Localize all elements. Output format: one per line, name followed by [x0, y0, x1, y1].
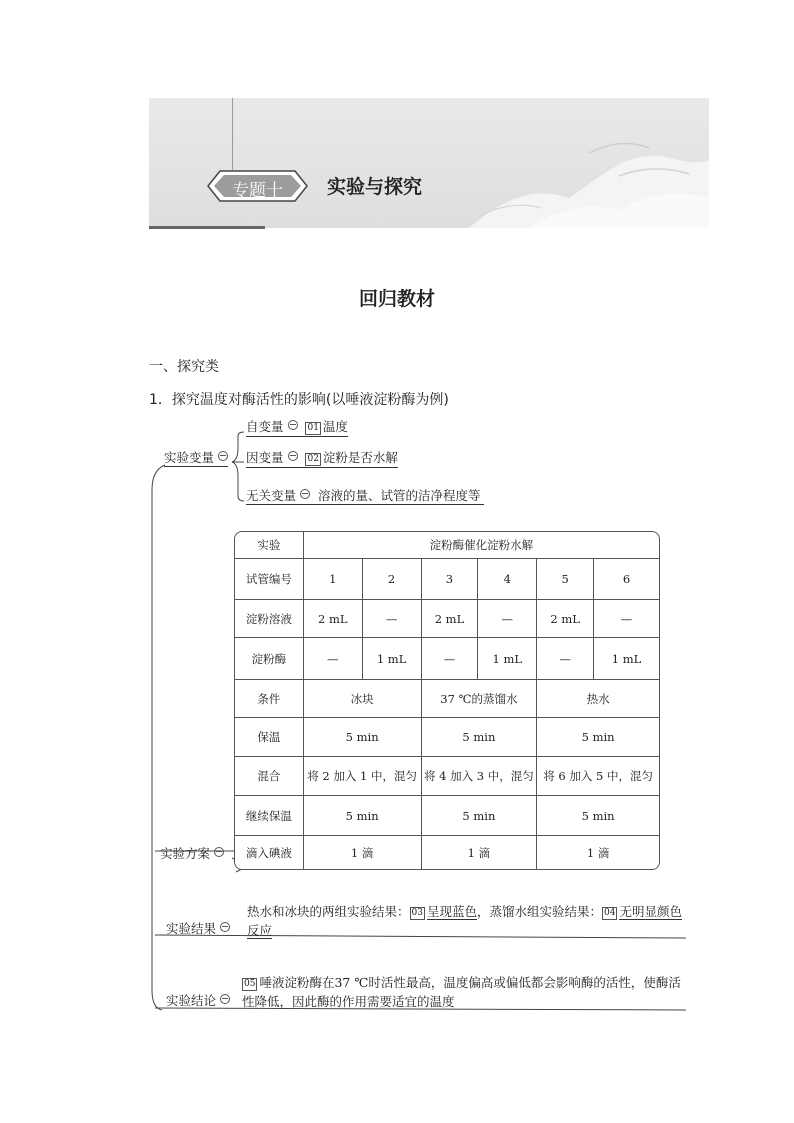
subsection-title: 1．探究温度对酶活性的影响(以唾液淀粉酶为例)	[149, 392, 449, 408]
node-experiment-result	[166, 919, 230, 937]
value: 溶液的量、试管的洁净程度等	[317, 488, 481, 503]
table-cell: 混合	[235, 757, 304, 796]
page-heading: 回归教材	[358, 288, 435, 310]
table-row	[235, 680, 660, 718]
table-cell: —	[303, 638, 362, 680]
result-answer-2-cont: 反应	[247, 923, 273, 938]
table-cell: —	[362, 600, 421, 638]
table-cell: 1 滴	[303, 836, 421, 871]
table-cell: 37 ℃的蒸馏水	[421, 680, 537, 718]
table-cell: 1 mL	[362, 638, 421, 680]
table-cell: 继续保温	[235, 796, 304, 836]
table-cell: 淀粉酶催化淀粉水解	[303, 532, 659, 559]
table-cell: 5 min	[421, 718, 537, 757]
node-label: 实验结果	[166, 921, 217, 936]
result-text-part: ，蒸馏水组实验结果：	[476, 904, 602, 919]
label: 无关变量	[246, 488, 297, 503]
collapse-circle-icon	[220, 994, 230, 1004]
table-cell: 1 滴	[537, 836, 660, 871]
conclusion-line-1: 唾液淀粉酶在37 ℃时活性最高，温度偏高或偏低都会影响酶的活性，使酶活	[259, 975, 681, 990]
answer-number-icon: 04	[604, 908, 616, 918]
table-cell: 条件	[235, 680, 304, 718]
table-row	[235, 559, 660, 600]
table-cell: 5 min	[303, 796, 421, 836]
table-cell: 6	[594, 559, 660, 600]
table-cell: 5 min	[537, 718, 660, 757]
topic-title: 实验与探究	[327, 176, 423, 198]
table-row	[235, 836, 660, 871]
node-label: 实验变量	[164, 450, 215, 465]
value: 温度	[322, 419, 348, 434]
table-row	[235, 532, 660, 559]
table-cell: 1 mL	[478, 638, 537, 680]
table-cell: 3	[421, 559, 478, 600]
value: 淀粉是否水解	[322, 450, 398, 465]
result-text-part: 热水和冰块的两组实验结果：	[247, 904, 410, 919]
result-text	[247, 902, 687, 940]
irrelevant-variable	[246, 486, 484, 505]
conclusion-line-2: 性降低，因此酶的作用需要适宜的温度	[242, 994, 455, 1009]
table-cell: 5 min	[537, 796, 660, 836]
table-cell: 5	[537, 559, 594, 600]
table-cell: —	[537, 638, 594, 680]
collapse-circle-icon	[218, 451, 228, 461]
collapse-circle-icon	[288, 420, 298, 430]
table-cell: 热水	[537, 680, 660, 718]
table-row	[235, 638, 660, 680]
experiment-table	[234, 531, 660, 870]
table-row	[235, 718, 660, 757]
node-experiment-conclusion	[166, 991, 230, 1009]
collapse-circle-icon	[288, 451, 298, 461]
table-cell: 1 mL	[594, 638, 660, 680]
node-experiment-variables	[164, 448, 228, 467]
table-row	[235, 796, 660, 836]
answer-number-icon: 02	[307, 454, 319, 464]
table-row	[235, 600, 660, 638]
label: 因变量	[246, 450, 284, 465]
answer-number-icon: 03	[411, 908, 423, 918]
collapse-circle-icon	[214, 847, 224, 857]
table-cell: 试管编号	[235, 559, 304, 600]
dependent-variable	[246, 448, 398, 468]
independent-variable	[246, 417, 348, 437]
topic-tag-label: 专题十	[232, 181, 283, 201]
result-answer-2: 无明显颜色	[619, 904, 682, 919]
node-label: 实验方案	[160, 846, 211, 861]
table-cell: 2 mL	[421, 600, 478, 638]
table-cell: 实验	[235, 532, 304, 559]
table-cell: 1	[303, 559, 362, 600]
table-cell: 保温	[235, 718, 304, 757]
table-cell: 2 mL	[303, 600, 362, 638]
table-cell: 5 min	[421, 796, 537, 836]
table-cell: 5 min	[303, 718, 421, 757]
result-answer-1: 呈现蓝色	[426, 904, 477, 919]
answer-number-icon: 01	[307, 423, 319, 433]
node-experiment-plan	[160, 844, 224, 862]
collapse-circle-icon	[220, 922, 230, 932]
table-cell: 滴入碘液	[235, 836, 304, 871]
table-cell: 将 6 加入 5 中，混匀	[537, 757, 660, 796]
table-cell: 将 4 加入 3 中，混匀	[421, 757, 537, 796]
conclusion-text	[242, 973, 692, 1011]
node-label: 实验结论	[166, 993, 217, 1008]
table-cell: 4	[478, 559, 537, 600]
table-cell: 淀粉溶液	[235, 600, 304, 638]
table-row	[235, 757, 660, 796]
section-title: 一、探究类	[149, 359, 219, 375]
answer-number-icon: 05	[244, 979, 256, 989]
table-cell: 淀粉酶	[235, 638, 304, 680]
table-cell: —	[594, 600, 660, 638]
collapse-circle-icon	[300, 489, 310, 499]
table-cell: 冰块	[303, 680, 421, 718]
label: 自变量	[246, 419, 284, 434]
table-cell: 1 滴	[421, 836, 537, 871]
table-cell: 将 2 加入 1 中，混匀	[303, 757, 421, 796]
table-cell: —	[421, 638, 478, 680]
table-cell: —	[478, 600, 537, 638]
table-cell: 2	[362, 559, 421, 600]
table-cell: 2 mL	[537, 600, 594, 638]
experiment-table-frame	[234, 531, 660, 870]
